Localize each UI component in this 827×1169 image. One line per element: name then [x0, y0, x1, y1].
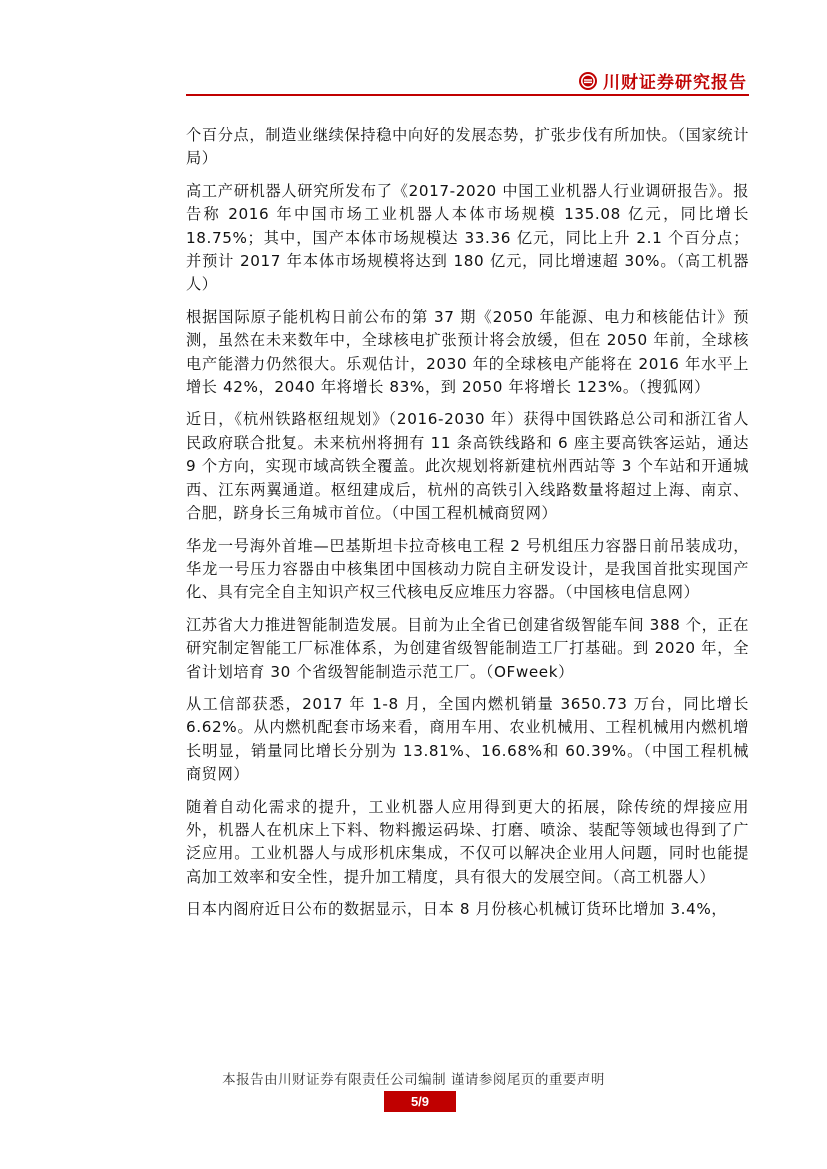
paragraph: 随着自动化需求的提升，工业机器人应用得到更大的拓展，除传统的焊接应用外，机器人在机床上下料、物料搬运码垛、打磨、喷涂、装配等领域也得到了广泛应用。工业机器人与成形机床集成，不仅可以解决企业用人问题，同时也能提高加工效率和安全性，提升加工精度，具有很大的发展空间。（高工机器人） — [186, 797, 749, 886]
paragraph: 高工产研机器人研究所发布了《2017-2020 中国工业机器人行业调研报告》。报告称 2016 年中国市场工业机器人本体市场规模 135.08 亿元，同比增长 18.75%；其中，国产本体市场规模达 33.36 亿元，同比上升 2.1 个百分点；并预计 2017 年本体市场规模将达到 180 亿元，同比增速超 30%。（高工机器人） — [186, 181, 749, 294]
chuancai-logo-icon — [579, 72, 597, 90]
paragraph: 近日，《杭州铁路枢纽规划》（2016-2030 年）获得中国铁路总公司和浙江省人民政府联合批复。未来杭州将拥有 11 条高铁线路和 6 座主要高铁客运站，通达 9 个方向，实现市域高铁全覆盖。此次规划将新建杭州西站等 3 个车站和开通城西、江东两翼通道。枢纽建成后，杭州的高铁引入线路数量将超过上海、南京、合肥，跻身长三角城市首位。（中国工程机械商贸网） — [186, 410, 749, 523]
brand-name: 川财证券研究报告 — [603, 73, 747, 93]
paragraph: 根据国际原子能机构日前公布的第 37 期《2050 年能源、电力和核能估计》预测，虽然在未来数年中，全球核电扩张预计将会放缓，但在 2050 年前，全球核电产能潜力仍然很大。乐观估计，2030 年的全球核电产能将在 2016 年水平上增长 42%，2040 年将增长 83%，到 2050 年将增长 123%。（搜狐网） — [186, 307, 749, 397]
disclaimer-note: 本报告由川财证券有限责任公司编制 谨请参阅尾页的重要声明 — [222, 1072, 605, 1088]
paragraph: 个百分点，制造业继续保持稳中向好的发展态势，扩张步伐有所加快。（国家统计局） — [186, 126, 749, 168]
paragraph: 日本内阁府近日公布的数据显示，日本 8 月份核心机械订货环比增加 3.4%， — [186, 900, 728, 919]
page-header — [186, 64, 749, 96]
paragraph: 从工信部获悉，2017 年 1-8 月，全国内燃机销量 3650.73 万台，同比增长 6.62%。从内燃机配套市场来看，商用车用、农业机械用、工程机械用内燃机增长明显，销量同比增长分别为 13.81%、16.68%和 60.39%。（中国工程机械商贸网） — [186, 694, 749, 784]
report-body — [186, 124, 749, 931]
brand — [579, 68, 747, 93]
paragraph: 华龙一号海外首堆—巴基斯坦卡拉奇核电工程 2 号机组压力容器日前吊装成功，华龙一号压力容器由中核集团中国核动力院自主研发设计，是我国首批实现国产化、具有完全自主知识产权三代核电反应堆压力容器。（中国核电信息网） — [186, 536, 749, 602]
page-number: 5/9 — [384, 1091, 456, 1112]
paragraph: 江苏省大力推进智能制造发展。目前为止全省已创建省级智能车间 388 个，正在研究制定智能工厂标准体系，为创建省级智能制造工厂打基础。到 2020 年，全省计划培育 30 个省级智能制造示范工厂。（OFweek） — [186, 615, 749, 681]
